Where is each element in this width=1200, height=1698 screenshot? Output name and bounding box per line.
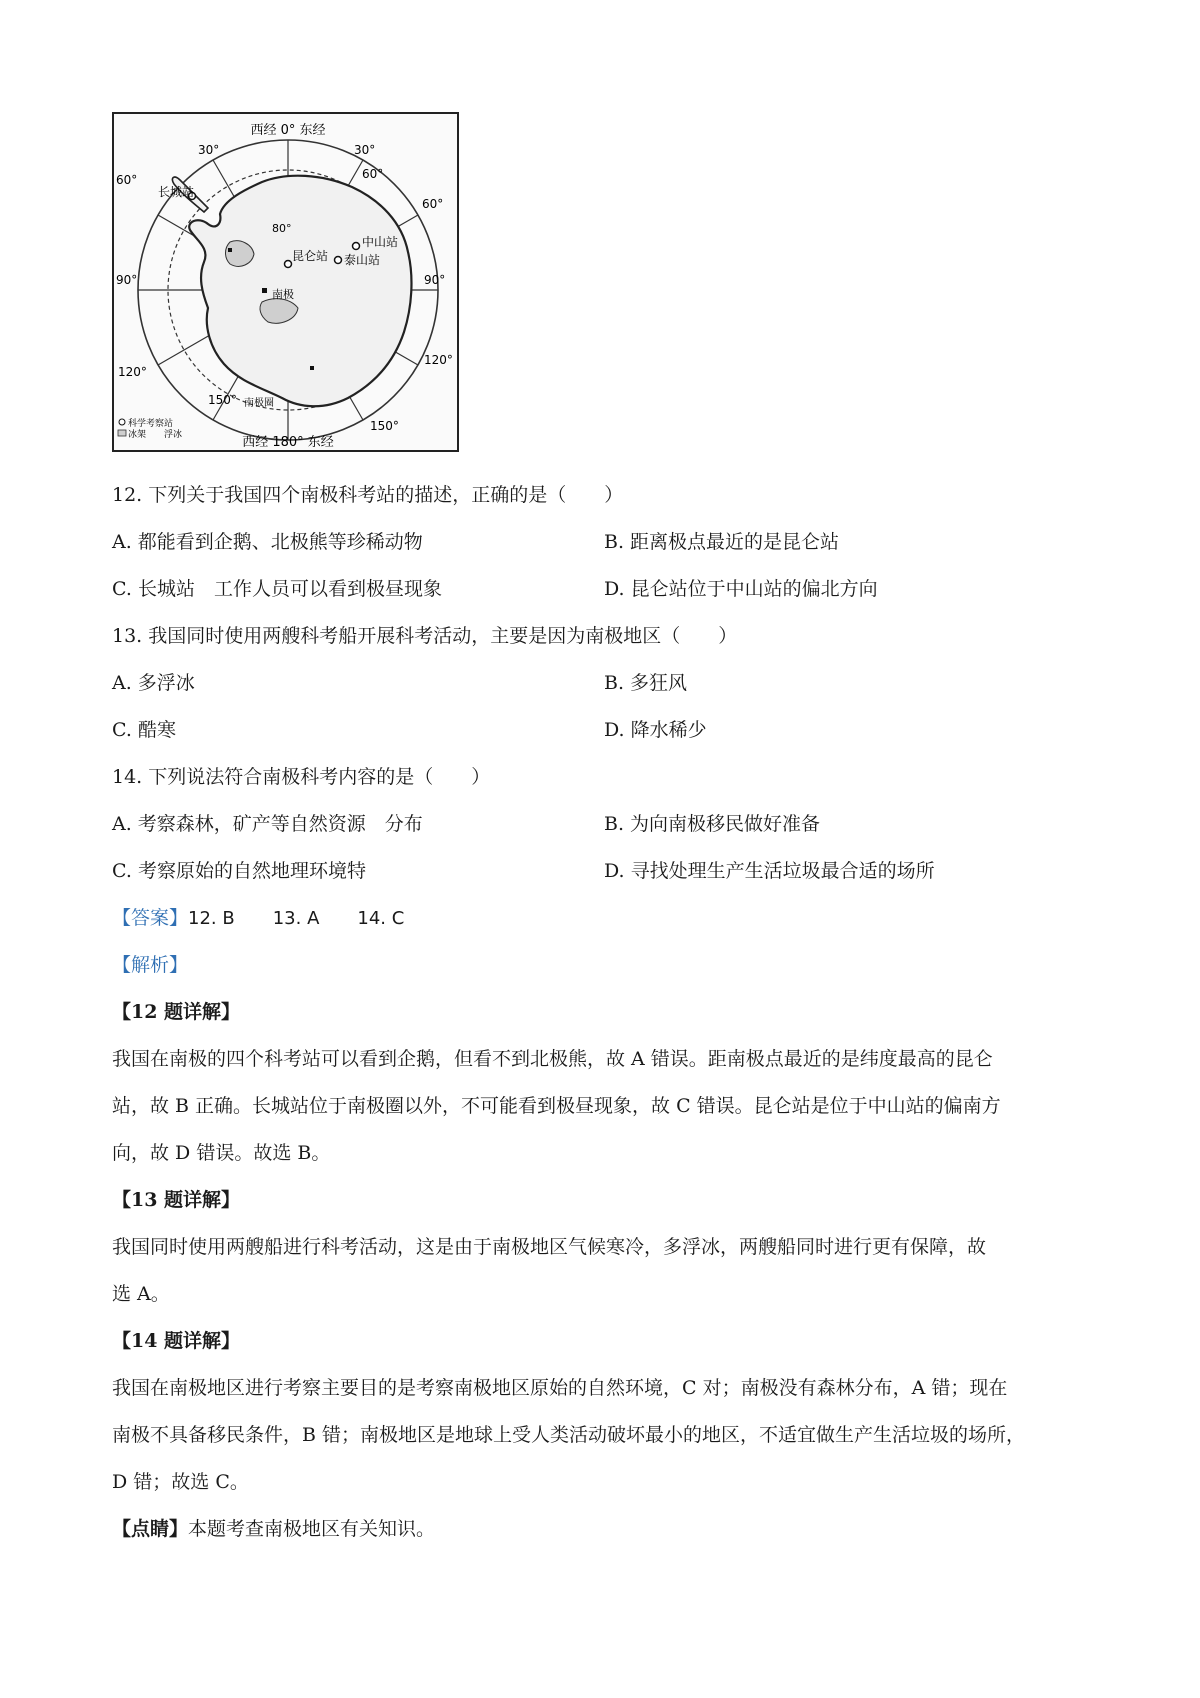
- map-bottom-label: 西经 180° 东经: [242, 435, 334, 450]
- map-lat-label: 60°: [422, 197, 444, 211]
- question-14-option-a: A. 考察森林，矿产等自然资源 分布: [112, 813, 423, 835]
- detail-12-line-2: 站，故 B 正确。长城站位于南极圈以外，不可能看到极昼现象，故 C 错误。昆仑站是位于中山站的偏南方: [112, 1095, 1001, 1117]
- question-13-option-d: D. 降水稀少: [604, 719, 707, 741]
- map-lat-label: 150°: [208, 393, 237, 407]
- map-lat-label: 60°: [362, 167, 384, 181]
- map-lat-label: 120°: [424, 353, 453, 367]
- comment-text: 本题考查南极地区有关知识。: [188, 1518, 436, 1540]
- legend-station: 科学考察站: [128, 419, 174, 429]
- map-lat-label: 60°: [116, 173, 138, 187]
- south-pole-label: 南极: [272, 288, 294, 301]
- detail-14-title: 【14 题详解】: [112, 1330, 241, 1352]
- detail-13-line-2: 选 A。: [112, 1283, 170, 1305]
- legend-floating-ice: 浮冰: [164, 430, 183, 440]
- detail-13-title: 【13 题详解】: [112, 1189, 241, 1211]
- map-lat-label: 90°: [116, 273, 138, 287]
- kunlun-station-label: 昆仑站: [292, 249, 329, 263]
- antarctic-circle-label: 南极圈: [244, 398, 274, 409]
- comment-line: [112, 1517, 435, 1541]
- answer-13: 13. A: [272, 908, 320, 929]
- question-14-option-d: D. 寻找处理生产生活垃圾最合适的场所: [604, 860, 935, 882]
- answer-tag: 【答案】: [112, 907, 189, 929]
- answer-12: 12. B: [188, 908, 235, 929]
- detail-13-line-1: 我国同时使用两艘船进行科考活动，这是由于南极地区气候寒冷，多浮冰，两艘船同时进行更有保障，故: [112, 1236, 987, 1258]
- question-12-stem: 12. 下列关于我国四个南极科考站的描述，正确的是（ ）: [112, 484, 624, 506]
- map-lat-label: 80°: [272, 222, 292, 235]
- answer-line: [112, 906, 404, 931]
- detail-12-line-1: 我国在南极的四个科考站可以看到企鹅，但看不到北极熊，故 A 错误。距南极点最近的是纬度最高的昆仑: [112, 1048, 993, 1070]
- question-12-option-c: C. 长城站 工作人员可以看到极昼现象: [112, 578, 442, 600]
- zhongshan-station-label: 中山站: [362, 235, 399, 249]
- detail-14-line-2: 南极不具备移民条件，B 错；南极地区是地球上受人类活动破坏最小的地区，不适宜做生产生活垃圾的场所，: [112, 1424, 1026, 1446]
- question-13-option-a: A. 多浮冰: [112, 672, 195, 694]
- question-13-stem: 13. 我国同时使用两艘科考船开展科考活动，主要是因为南极地区（ ）: [112, 625, 738, 647]
- question-12-option-b: B. 距离极点最近的是昆仑站: [604, 531, 840, 553]
- question-13-option-b: B. 多狂风: [604, 672, 688, 694]
- map-lat-label: 30°: [198, 143, 220, 157]
- analysis-tag: 【解析】: [112, 954, 189, 976]
- detail-12-line-3: 向，故 D 错误。故选 B。: [112, 1142, 331, 1164]
- question-14-stem: 14. 下列说法符合南极科考内容的是（ ）: [112, 766, 491, 788]
- detail-14-line-3: D 错；故选 C。: [112, 1471, 249, 1493]
- question-13-option-c: C. 酷寒: [112, 719, 176, 741]
- question-14-option-b: B. 为向南极移民做好准备: [604, 813, 821, 835]
- question-12-option-a: A. 都能看到企鹅、北极熊等珍稀动物: [112, 531, 423, 553]
- question-12-option-d: D. 昆仑站位于中山站的偏北方向: [604, 578, 878, 600]
- map-lat-label: 30°: [354, 143, 376, 157]
- antarctica-map: [112, 112, 459, 452]
- map-top-label: 西经 0° 东经: [250, 123, 326, 138]
- map-lat-label: 120°: [118, 365, 147, 379]
- changcheng-station-label: 长城站: [158, 185, 195, 199]
- taishan-station-label: 泰山站: [344, 253, 381, 267]
- answer-14: 14. C: [357, 908, 405, 929]
- map-lat-label: 90°: [424, 273, 446, 287]
- comment-tag: 【点睛】: [112, 1518, 189, 1540]
- detail-12-title: 【12 题详解】: [112, 1001, 241, 1023]
- legend-ice-shelf: 冰架: [128, 430, 147, 440]
- detail-14-line-1: 我国在南极地区进行考察主要目的是考察南极地区原始的自然环境，C 对；南极没有森林分布，A 错；现在: [112, 1377, 1008, 1399]
- map-lat-label: 150°: [370, 419, 399, 433]
- question-14-option-c: C. 考察原始的自然地理环境特: [112, 860, 366, 882]
